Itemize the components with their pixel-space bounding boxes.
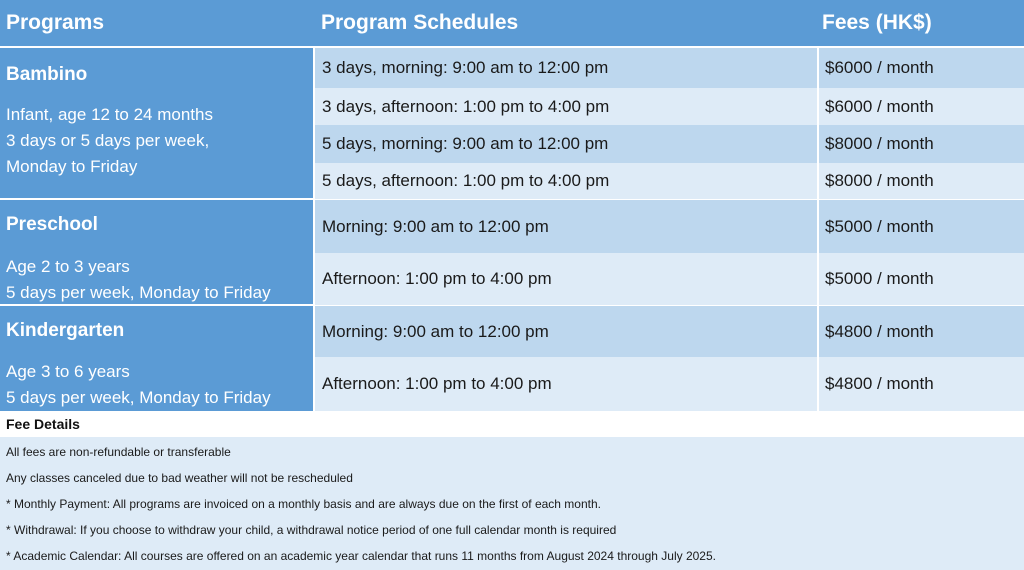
header-programs: Programs [6, 11, 105, 34]
description-line: 3 days or 5 days per week, [6, 131, 210, 150]
fee-cell: $4800 / month [817, 357, 1024, 411]
fee-detail-line: All fees are non-refundable or transferable [6, 445, 231, 459]
header-program-schedules: Program Schedules [321, 11, 519, 34]
fee-detail-line: * Withdrawal: If you choose to withdraw your child, a withdrawal notice period of one full calendar month is required [6, 523, 617, 537]
program-cell-kindergarten [0, 306, 313, 411]
table-row [313, 48, 1024, 88]
fee-details-title: Fee Details [0, 411, 1024, 437]
schedule-cell: Afternoon: 1:00 pm to 4:00 pm [322, 374, 552, 393]
table-row [313, 306, 1024, 357]
program-cell-preschool [0, 200, 313, 306]
schedule-cell: 3 days, afternoon: 1:00 pm to 4:00 pm [322, 96, 610, 116]
program-name: Bambino [6, 64, 88, 85]
schedule-cell: Morning: 9:00 am to 12:00 pm [322, 321, 549, 341]
table-header [0, 0, 1024, 48]
description-line: 5 days per week, Monday to Friday [6, 388, 271, 407]
schedule-cell: 3 days, morning: 9:00 am to 12:00 pm [322, 58, 609, 77]
header-fees: Fees (HK$) [822, 11, 932, 34]
table-row [313, 88, 1024, 125]
fee-cell: $8000 / month [817, 125, 1024, 163]
fee-cell: $5000 / month [817, 253, 1024, 305]
program-description [6, 254, 271, 306]
fee-cell: $4800 / month [817, 306, 1024, 357]
description-line: Age 2 to 3 years [6, 257, 130, 276]
program-description [6, 359, 271, 411]
table-row [313, 200, 1024, 253]
fee-detail-line: * Academic Calendar: All courses are offered on an academic year calendar that runs 11 months from August 2024 through July 2025. [6, 549, 716, 563]
table-row [313, 163, 1024, 200]
fee-cell: $6000 / month [817, 48, 1024, 88]
program-name: Kindergarten [6, 320, 125, 341]
program-description [6, 102, 213, 180]
table-row [313, 357, 1024, 411]
schedule-cell: 5 days, afternoon: 1:00 pm to 4:00 pm [322, 171, 610, 190]
program-name: Preschool [6, 214, 98, 235]
fee-detail-line: Any classes canceled due to bad weather will not be rescheduled [6, 471, 353, 485]
table-row [313, 253, 1024, 306]
description-line: Age 3 to 6 years [6, 362, 130, 381]
description-line: Infant, age 12 to 24 months [6, 105, 213, 124]
schedule-cell: Afternoon: 1:00 pm to 4:00 pm [322, 269, 552, 288]
fee-cell: $8000 / month [817, 163, 1024, 199]
fee-cell: $5000 / month [817, 200, 1024, 253]
description-line: 5 days per week, Monday to Friday [6, 283, 271, 302]
table-row [313, 125, 1024, 163]
fee-detail-line: * Monthly Payment: All programs are invoiced on a monthly basis and are always due on the first of each month. [6, 497, 601, 511]
program-cell-bambino [0, 48, 313, 200]
schedule-cell: Morning: 9:00 am to 12:00 pm [322, 216, 549, 236]
fee-details-body [0, 437, 1024, 570]
description-line: Monday to Friday [6, 157, 138, 176]
schedule-cell: 5 days, morning: 9:00 am to 12:00 pm [322, 134, 609, 153]
fee-cell: $6000 / month [817, 88, 1024, 125]
